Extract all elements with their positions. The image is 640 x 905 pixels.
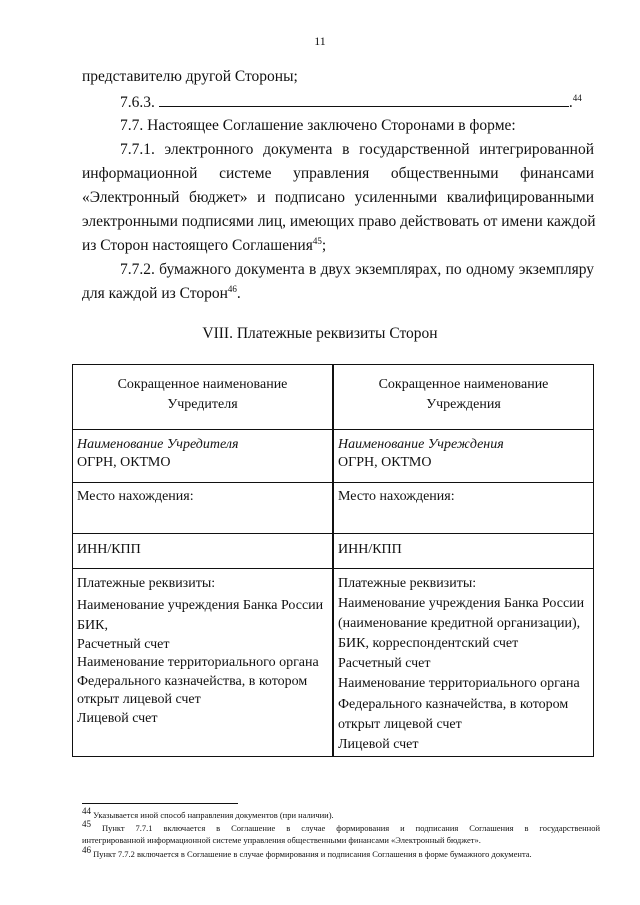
footnote-ref: 45: [312, 235, 322, 246]
institution-name-cell: [333, 430, 594, 483]
footnote-number: 46: [82, 845, 91, 856]
header-text: Учреждения: [426, 397, 501, 412]
paragraph-line: представителю другой Стороны;: [82, 68, 298, 85]
cell-text: Расчетный счет: [77, 636, 170, 652]
footnote-text: Пункт 7.7.2 включается в Соглашение в случае формирования и подписания Соглашения в форме бумажного документа.: [93, 849, 532, 859]
blank-line: [159, 92, 569, 107]
header-text: Учредителя: [167, 397, 238, 412]
header-text: Сокращенное наименование: [117, 377, 288, 392]
table-row: [73, 569, 594, 757]
cell-text: БИК, корреспондентский счет: [338, 636, 519, 652]
footnote-number: 44: [82, 806, 91, 817]
line-text: из Сторон настоящего Соглашения: [82, 237, 313, 254]
cell-text: Наименование Учредителя: [77, 437, 239, 452]
cell-text: БИК,: [77, 618, 108, 633]
cell-text: открыт лицевой счет: [77, 692, 201, 707]
cell-text: (наименование кредитной организации),: [338, 616, 581, 632]
cell-text: Федерального казначейства, в котором: [338, 696, 569, 712]
item-7-7-2-line2: для каждой из Сторон$^{46}$.: [82, 283, 241, 302]
table-header-row: [73, 365, 594, 430]
cell-text: Платежные реквизиты:: [77, 576, 216, 591]
inn-cell: ИНН/КПП: [333, 534, 594, 569]
page-number: 11: [314, 34, 326, 48]
cell-text: Наименование учреждения Банка России: [77, 597, 324, 613]
item-7-7-1-line2: информационной системе управления общественными финансами: [82, 165, 594, 182]
section-heading: VIII. Платежные реквизиты Сторон: [202, 325, 438, 342]
payment-details-table: [72, 364, 594, 757]
founder-name-cell: [73, 430, 334, 483]
location-cell: Место нахождения:: [73, 483, 334, 534]
footnote-45-line1: [82, 819, 600, 834]
item-7-7-1-line5: из Сторон настоящего Соглашения$^{45}$;: [82, 235, 327, 254]
cell-text: Наименование территориального органа: [338, 676, 580, 692]
footnote-text: Указывается иной способ направления документов (при наличии).: [93, 810, 334, 820]
cell-text: Расчетный счет: [338, 656, 431, 672]
cell-text: Федерального казначейства, в котором: [77, 673, 308, 689]
inn-cell: ИНН/КПП: [73, 534, 334, 569]
footnote-divider: [82, 803, 238, 804]
founder-payment-cell: [73, 569, 334, 757]
table-row: [73, 430, 594, 483]
footnote-45-line2: интегрированной информационной системе управления общественными финансами «Электронный бюджет».: [82, 835, 481, 845]
cell-text: Лицевой счет: [77, 710, 158, 726]
item-7-7-1-line1: 7.7.1. электронного документа в государственной интегрированной: [120, 141, 594, 158]
table-row: [73, 483, 594, 534]
cell-text: ОГРН, ОКТМО: [338, 455, 432, 470]
footnote-ref: 44: [572, 92, 582, 103]
cell-text: Наименование территориального органа: [77, 655, 319, 670]
item-7-6-3: 7.6.3. .$^{44}$: [120, 92, 582, 111]
location-cell: Место нахождения:: [333, 483, 594, 534]
header-cell-institution: [333, 365, 594, 430]
item-7-7-2-line1: 7.7.2. бумажного документа в двух экземплярах, по одному экземпляру: [120, 261, 594, 278]
institution-payment-cell: [333, 569, 594, 757]
cell-text: Платежные реквизиты:: [338, 576, 477, 591]
item-7-7: 7.7. Настоящее Соглашение заключено Сторонами в форме:: [120, 117, 516, 134]
header-cell-founder: [73, 365, 334, 430]
cell-text: открыт лицевой счет: [338, 716, 462, 732]
footnote-number: 45: [82, 819, 91, 830]
item-7-7-1-line4: электронными подписями лиц, имеющих право действовать от имени каждой: [82, 213, 596, 230]
item-label: 7.6.3.: [120, 94, 155, 111]
item-7-7-1-line3: «Электронный бюджет» и подписано усиленными квалифицированными: [82, 189, 594, 206]
cell-text: Наименование учреждения Банка России: [338, 596, 585, 612]
footnote-44: [82, 806, 334, 821]
footnote-text: Пункт 7.7.1 включается в Соглашение в случае формирования и подписания Соглашения в государственной: [101, 823, 600, 833]
line-text: для каждой из Сторон: [82, 285, 228, 302]
header-text: Сокращенное наименование: [378, 377, 549, 392]
footnote-ref: 46: [227, 283, 237, 294]
table-row: [73, 534, 594, 569]
footnote-46: [82, 845, 532, 860]
cell-text: Лицевой счет: [338, 736, 419, 752]
cell-text: ОГРН, ОКТМО: [77, 455, 171, 470]
cell-text: Наименование Учреждения: [338, 437, 504, 452]
